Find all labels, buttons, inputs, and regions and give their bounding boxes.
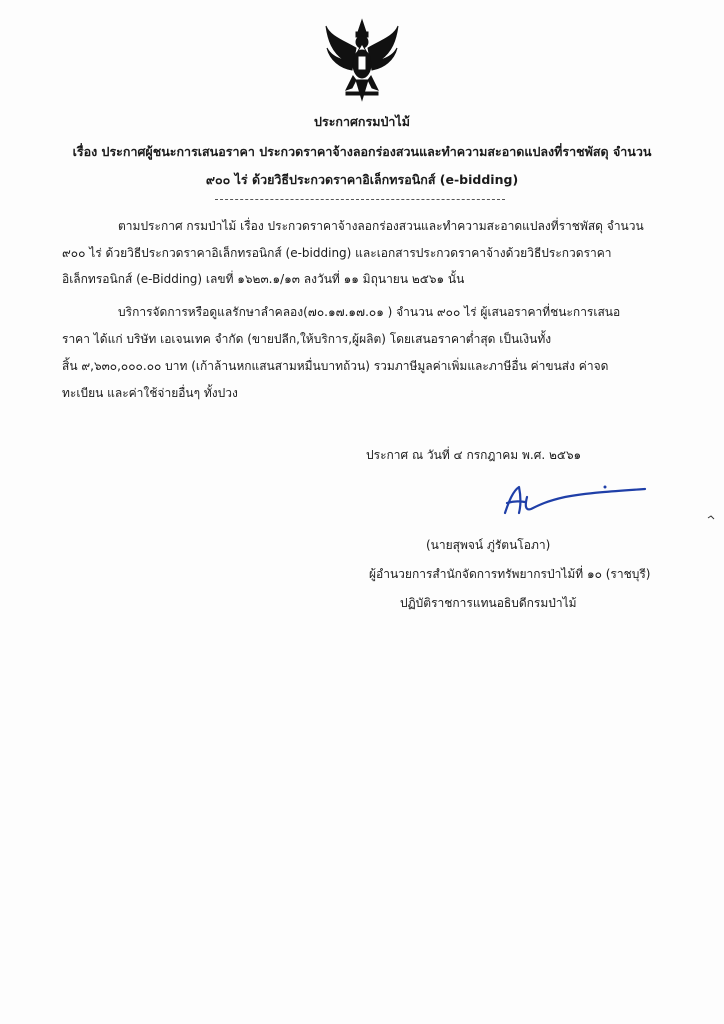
agency-title: ประกาศกรมป่าไม้ <box>314 114 410 129</box>
separator-line <box>215 199 505 200</box>
announce-date: ประกาศ ณ วันที่ ๔ กรกฎาคม พ.ศ. ๒๕๖๑ <box>366 448 582 462</box>
body-line: ราคา ได้แก่ บริษัท เอเจนเทค จำกัด (ขายปลีก,ให้บริการ,ผู้ผลิต) โดยเสนอราคาต่ำสุด เป็นเงินทั้ง <box>62 332 552 346</box>
signature-icon <box>495 483 655 519</box>
body-line: บริการจัดการหรือดูแลรักษาลำคลอง(๗๐.๑๗.๑๗.๐๑ ) จำนวน ๙๐๐ ไร่ ผู้เสนอราคาที่ชนะการเสนอ <box>118 305 621 319</box>
signatory-position: ผู้อำนวยการสำนักจัดการทรัพยากรป่าไม้ที่ ๑๐ (ราชบุรี) <box>369 567 651 581</box>
body-line: สิ้น ๙,๖๓๐,๐๐๐.๐๐ บาท (เก้าล้านหกแสนสามหมื่นบาทถ้วน) รวมภาษีมูลค่าเพิ่มและภาษีอื่น ค่าขนส่ง ค่าจด <box>62 359 609 373</box>
body-line: อิเล็กทรอนิกส์ (e-Bidding) เลขที่ ๑๖๒๓.๑/๑๓ ลงวันที่ ๑๑ มิถุนายน ๒๕๖๑ นั้น <box>62 272 465 286</box>
garuda-emblem-icon <box>322 18 402 102</box>
scan-speck-icon <box>706 513 716 523</box>
body-line: ๙๐๐ ไร่ ด้วยวิธีประกวดราคาอิเล็กทรอนิกส์ (e-bidding) และเอกสารประกวดราคาจ้างด้วยวิธีประกวดราคา <box>62 246 612 260</box>
signatory-acting: ปฏิบัติราชการแทนอธิบดีกรมป่าไม้ <box>400 596 577 610</box>
body-line: ตามประกาศ กรมป่าไม้ เรื่อง ประกวดราคาจ้างลอกร่องสวนและทำความสะอาดแปลงที่ราชพัสดุ จำนวน <box>118 219 644 233</box>
body-line: ทะเบียน และค่าใช้จ่ายอื่นๆ ทั้งปวง <box>62 386 238 400</box>
subject-line-1: เรื่อง ประกาศผู้ชนะการเสนอราคา ประกวดราคาจ้างลอกร่องสวนและทำความสะอาดแปลงที่ราชพัสดุ จำนวน <box>72 144 652 159</box>
signatory-name: (นายสุพจน์ ภู่รัตนโอภา) <box>426 538 551 552</box>
subject-line-2: ๙๐๐ ไร่ ด้วยวิธีประกวดราคาอิเล็กทรอนิกส์ (e-bidding) <box>205 172 519 187</box>
